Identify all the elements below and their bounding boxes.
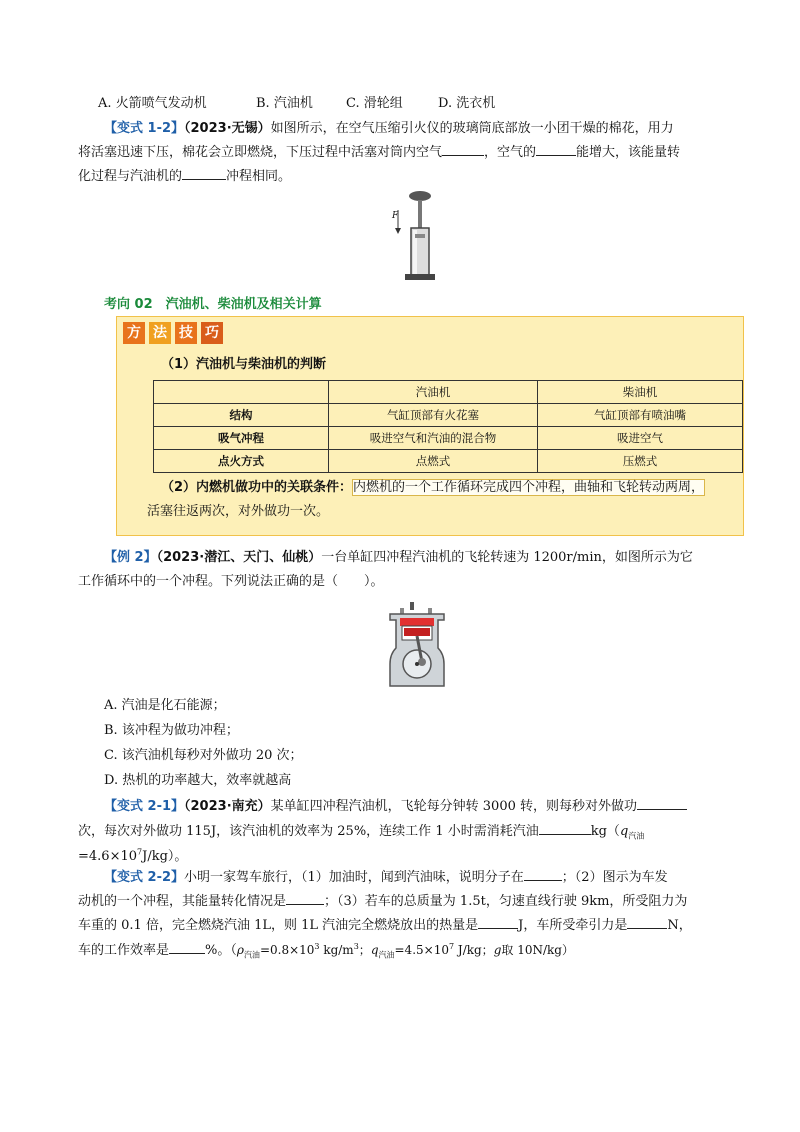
question-text: ； [358, 943, 371, 957]
table-cell: 汽油机 [329, 381, 538, 404]
answer-blank[interactable] [627, 914, 667, 929]
example-tag: 【例 2】 [104, 550, 157, 565]
symbol: q [619, 824, 629, 839]
question-text: 将活塞迅速下压，棉花会立即燃烧，下压过程中活塞对筒内空气 [78, 145, 443, 160]
variant-2-2-line2 [78, 890, 758, 914]
question-text: 如图所示，在空气压缩引火仪的玻璃筒底部放一小团干燥的棉花，用力 [270, 121, 674, 136]
question-text: N， [667, 918, 692, 933]
symbol: ρ [236, 943, 244, 957]
example-2-line2 [78, 570, 718, 594]
variant-2-2-line3 [78, 914, 758, 938]
option-c: C. 该汽油机每秒对外做功 20 次； [104, 748, 303, 763]
question-text: J/kg； [454, 943, 494, 957]
question-text: kg（ [590, 824, 620, 839]
question-text: 冲程相同。 [226, 169, 292, 184]
method-subtitle-2: （2）内燃机做功中的关联条件： [161, 480, 353, 495]
table-cell: 吸气冲程 [154, 427, 329, 450]
subscript: 汽油 [378, 950, 395, 960]
question-text: 取 10N/kg） [501, 943, 574, 957]
method-tips-box [116, 316, 744, 536]
question-text: =4.5×10 [394, 943, 449, 957]
method-text: 活塞往返两次，对外做功一次。 [147, 504, 330, 519]
method-subtitle-1: （1）汽油机与柴油机的判断 [161, 357, 327, 372]
table-row [154, 450, 743, 473]
table-cell: 气缸顶部有火花塞 [329, 404, 538, 427]
question-text: 化过程与汽油机的 [78, 169, 183, 184]
table-cell: 压燃式 [538, 450, 743, 473]
question-text: J，车所受牵引力是 [518, 918, 628, 933]
question-text: 小明一家驾车旅行，（1）加油时，闻到汽油味，说明分子在 [184, 870, 524, 885]
variant-tag: 【变式 2-2】 [104, 870, 185, 885]
question-text: ；（3）若车的总质量为 1.5t，匀速直线行驶 9km，所受阻力为 [324, 894, 688, 909]
table-cell: 吸进空气和汽油的混合物 [329, 427, 538, 450]
question-text: =0.8×10 [259, 943, 315, 957]
force-label: F [392, 211, 399, 221]
answer-blank[interactable] [478, 914, 518, 929]
variant-tag: 【变式 2-1】 [104, 799, 185, 814]
variant-1-2-line2 [78, 141, 758, 165]
question-text: 工作循环中的一个冲程。下列说法正确的是（ ）。 [78, 574, 384, 589]
engine-comparison-table [153, 380, 743, 473]
option-a: A. 汽油是化石能源； [104, 698, 226, 713]
variant-tag: 【变式 1-2】 [104, 121, 185, 136]
answer-blank[interactable] [182, 165, 226, 180]
table-row [154, 427, 743, 450]
answer-blank[interactable] [536, 141, 576, 156]
table-cell: 点燃式 [329, 450, 538, 473]
question-text: ；（2）图示为车发 [561, 870, 668, 885]
table-row [154, 404, 743, 427]
variant-2-1-line2 [78, 820, 758, 844]
question-source: （2023·无锡） [184, 121, 271, 136]
badge-char: 技 [175, 322, 197, 344]
table-cell: 气缸顶部有喷油嘴 [538, 404, 743, 427]
option-b: B. 该冲程为做功冲程； [104, 723, 239, 738]
table-cell [154, 381, 329, 404]
table-cell: 吸进空气 [538, 427, 743, 450]
badge-char: 巧 [201, 322, 223, 344]
question-source: （2023·南充） [184, 799, 271, 814]
table-cell: 结构 [154, 404, 329, 427]
variant-1-2-line3 [78, 165, 718, 189]
question-text: 次，每次对外做功 115J，该汽油机的效率为 25%，连续工作 1 小时需消耗汽油 [78, 824, 539, 839]
question-text: 动机的一个冲程，其能量转化情况是 [78, 894, 287, 909]
table-cell: 点火方式 [154, 450, 329, 473]
question-text: 能增大，该能量转 [576, 145, 681, 160]
option-c: C. 滑轮组 [346, 96, 403, 111]
superscript: 7 [137, 847, 143, 857]
question-text: =4.6×10 [78, 849, 138, 864]
answer-blank[interactable] [524, 866, 562, 881]
variant-2-2 [104, 866, 744, 890]
variant-1-2 [104, 117, 744, 141]
superscript: 3 [314, 942, 320, 951]
question-text: kg/m [319, 943, 354, 957]
method-badges [123, 322, 223, 344]
badge-char: 方 [123, 322, 145, 344]
option-d: D. 洗衣机 [438, 96, 496, 111]
badge-char: 法 [149, 322, 171, 344]
answer-blank[interactable] [539, 820, 591, 835]
method-point-2 [147, 476, 745, 524]
question-text: 一台单缸四冲程汽油机的飞轮转速为 1200r/min，如图所示为它 [321, 550, 693, 565]
superscript: 3 [353, 942, 359, 951]
question-text: %。（ [205, 943, 237, 958]
option-b: B. 汽油机 [256, 96, 313, 111]
option-a: A. 火箭喷气发动机 [98, 96, 207, 111]
question-text: 车重的 0.1 倍，完全燃烧汽油 1L，则 1L 汽油完全燃烧放出的热量是 [78, 918, 479, 933]
question-text: J/kg）。 [142, 849, 188, 864]
subscript: 汽油 [243, 950, 260, 960]
superscript: 7 [448, 942, 455, 951]
symbol: q [370, 943, 379, 957]
answer-blank[interactable] [169, 939, 205, 954]
answer-blank[interactable] [442, 141, 484, 156]
answer-blank[interactable] [286, 890, 324, 905]
question-text: ，空气的 [484, 145, 537, 160]
subscript: 汽油 [628, 831, 645, 841]
question-text: 某单缸四冲程汽油机，飞轮每分钟转 3000 转，则每秒对外做功 [270, 799, 637, 814]
variant-2-2-line4 [78, 938, 758, 963]
question-source: （2023·潜江、天门、仙桃） [156, 550, 322, 565]
example-2 [104, 546, 744, 570]
variant-2-1 [104, 795, 744, 819]
question-text: 车的工作效率是 [78, 943, 170, 958]
engine-stroke-figure [382, 600, 452, 688]
table-cell: 柴油机 [538, 381, 743, 404]
answer-blank[interactable] [637, 795, 687, 810]
option-d: D. 热机的功率越大，效率就越高 [104, 773, 292, 788]
highlight-text: 内燃机的一个工作循环完成四个冲程，曲轴和飞轮转动两周， [353, 480, 705, 495]
symbol: g [493, 943, 502, 957]
section-heading: 考向 02 汽油机、柴油机及相关计算 [104, 297, 322, 312]
table-header-row [154, 381, 743, 404]
fire-piston-figure [388, 190, 448, 286]
